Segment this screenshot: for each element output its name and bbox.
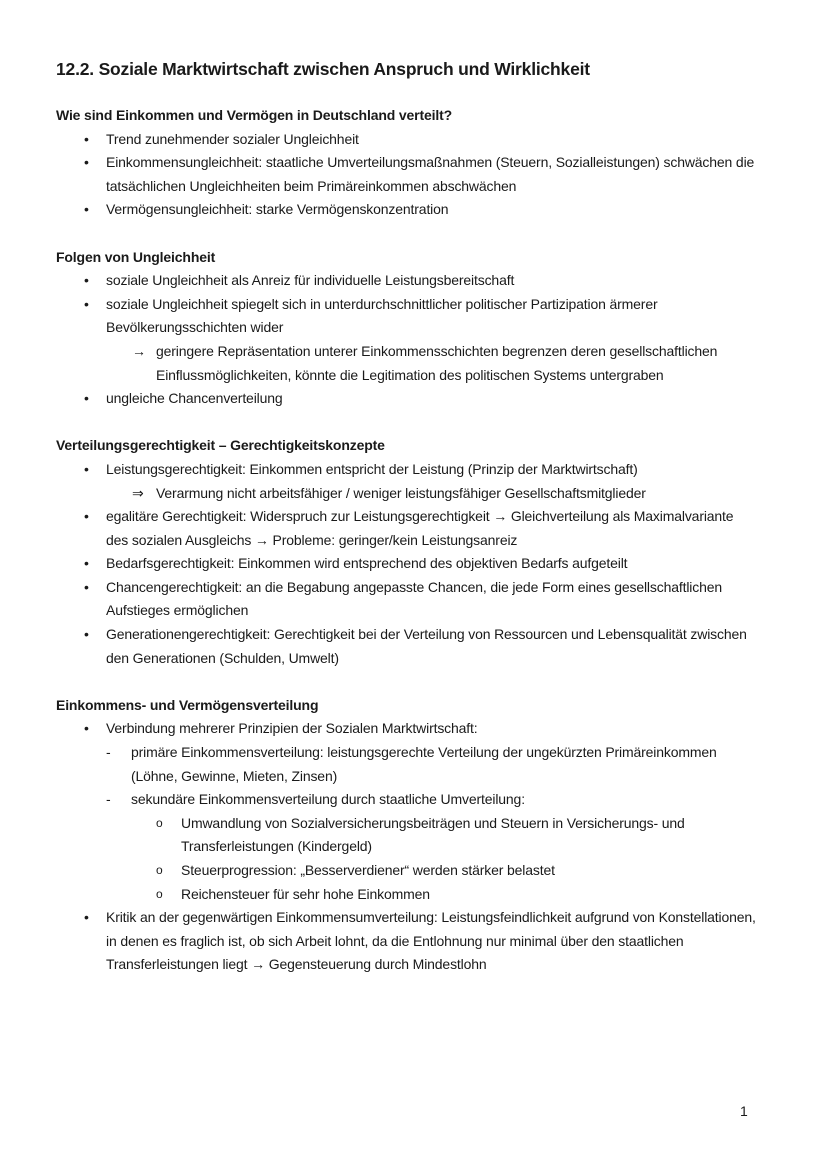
dash-icon: - [106, 791, 111, 808]
section-heading: Einkommens- und Vermögensverteilung [56, 696, 319, 713]
list-item-text: primäre Einkommensverteilung: leistungsgerechte Verteilung der ungekürzten Primäreinkommen (Löhne, Gewinne, Mieten, Zinsen) [131, 744, 717, 784]
sub-item [56, 482, 756, 506]
section-heading: Verteilungsgerechtigkeit – Gerechtigkeitskonzepte [56, 437, 385, 454]
page-title: 12.2. Soziale Marktwirtschaft zwischen Anspruch und Wirklichkeit [56, 59, 590, 79]
circle-icon: o [156, 815, 163, 830]
section-heading: Folgen von Ungleichheit [56, 248, 216, 265]
bullet-icon: • [84, 130, 89, 147]
list-item-text: Einkommensungleichheit: staatliche Umverteilungsmaßnahmen (Steuern, Sozialleistungen) schwächen die tatsächlichen Ungleichheiten beim Primäreinkommen abschwächen [106, 154, 755, 194]
bullet-icon: • [84, 295, 89, 312]
sub-item [56, 788, 756, 812]
sub-sub-item [56, 883, 756, 907]
bullet-icon: • [84, 720, 89, 737]
circle-icon: o [156, 863, 163, 877]
circle-icon: o [156, 886, 163, 901]
list-item [56, 717, 756, 741]
list-item-text: Verarmung nicht arbeitsfähiger / weniger leistungsfähiger Gesellschaftsmitglieder [156, 484, 646, 501]
list-item-text: geringere Repräsentation unterer Einkommensschichten begrenzen deren gesellschaftlichen Einflussmöglichkeiten, könnte die Legitimation des politischen Systems untergraben [156, 342, 718, 383]
list-item [56, 458, 756, 482]
page-number: 1 [740, 1103, 748, 1119]
list-item-text: Reichensteuer für sehr hohe Einkommen [181, 885, 430, 902]
list-item-text: Generationengerechtigkeit: Gerechtigkeit bei der Verteilung von Ressourcen und Lebensqualität zwischen den Generationen (Schulden, Umwelt) [106, 626, 747, 666]
list-item [56, 198, 756, 222]
document-page [56, 56, 756, 1001]
list-item-text: Leistungsgerechtigkeit: Einkommen entspricht der Leistung (Prinzip der Marktwirtschaft) [106, 460, 638, 477]
bullet-icon: • [84, 201, 89, 218]
list-item-text: ungleiche Chancenverteilung [106, 390, 283, 407]
section-heading: Wie sind Einkommen und Vermögen in Deutschland verteilt? [56, 107, 452, 123]
bullet-icon: • [84, 272, 89, 289]
arrow-icon: → [132, 342, 146, 359]
list-item [56, 552, 756, 576]
sub-item [56, 741, 756, 788]
list-item-text: Vermögensungleichheit: starke Vermögenskonzentration [106, 201, 449, 218]
list-item-text: Kritik an der gegenwärtigen Einkommensumverteilung: Leistungsfeindlichkeit aufgrund von Konstellationen, in denen es fraglich ist, ob sich Arbeit lohnt, da die Entlohnung nur minimal über den staatlichen Transferleistungen liegt → Gegensteuerung durch Mindestlohn [106, 909, 756, 973]
sub-item [56, 340, 756, 387]
list-item-text: Steuerprogression: „Besserverdiener“ werden stärker belastet [181, 862, 555, 878]
dash-icon: - [106, 744, 111, 761]
double-arrow-icon: ⇒ [132, 484, 144, 501]
bullet-icon: • [84, 154, 89, 171]
list-item-text: sekundäre Einkommensverteilung durch staatliche Umverteilung: [131, 791, 525, 808]
section-consequences [56, 246, 756, 411]
bullet-icon: • [84, 555, 89, 572]
list-item [56, 505, 756, 552]
section-justice [56, 434, 756, 670]
list-item-text: soziale Ungleichheit als Anreiz für individuelle Leistungsbereitschaft [106, 272, 515, 289]
list-item [56, 128, 756, 152]
sub-sub-item [56, 812, 756, 859]
list-item-text: Trend zunehmender sozialer Ungleichheit [106, 130, 359, 147]
list-item [56, 576, 756, 623]
list-item [56, 269, 756, 293]
list-item [56, 906, 756, 977]
bullet-icon: • [84, 626, 89, 643]
section-income-wealth [56, 694, 756, 977]
bullet-icon: • [84, 578, 89, 595]
list-item-text: soziale Ungleichheit spiegelt sich in unterdurchschnittlicher politischer Partizipation ärmerer Bevölkerungsschichten wider [106, 295, 658, 336]
list-item [56, 387, 756, 411]
list-item-text: Verbindung mehrerer Prinzipien der Sozialen Marktwirtschaft: [106, 720, 478, 737]
bullet-icon: • [84, 508, 89, 525]
bullet-icon: • [84, 460, 89, 477]
sub-sub-item [56, 859, 756, 883]
list-item-text: Bedarfsgerechtigkeit: Einkommen wird entsprechend des objektiven Bedarfs aufgeteilt [106, 555, 628, 572]
bullet-icon: • [84, 909, 89, 926]
list-item [56, 293, 756, 340]
list-item [56, 151, 756, 198]
list-item-text: Chancengerechtigkeit: an die Begabung angepasste Chancen, die jede Form eines gesellschaftlichen Aufstieges ermöglichen [106, 578, 723, 619]
section-distribution [56, 104, 756, 222]
list-item-text: egalitäre Gerechtigkeit: Widerspruch zur Leistungsgerechtigkeit → Gleichverteilung als Maximalvariante des sozialen Ausgleichs → Probleme: geringer/kein Leistungsanreiz [106, 508, 734, 548]
list-item-text: Umwandlung von Sozialversicherungsbeiträgen und Steuern in Versicherungs- und Transferleistungen (Kindergeld) [181, 814, 685, 855]
bullet-icon: • [84, 390, 89, 407]
list-item [56, 623, 756, 670]
